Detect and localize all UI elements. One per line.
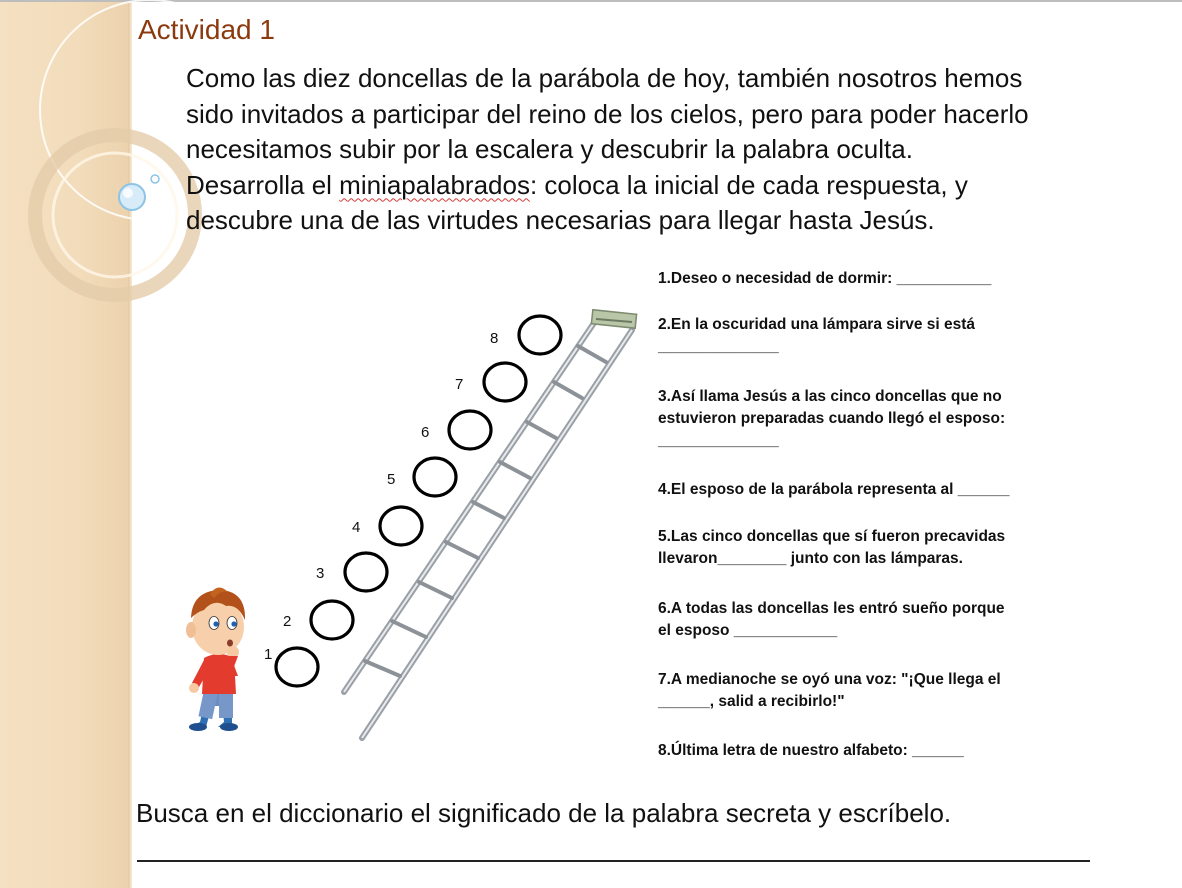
- question-4-line-1: 4.El esposo de la parábola representa al ______: [658, 481, 1010, 498]
- letter-circle-6: [449, 411, 491, 449]
- question-1: [658, 268, 991, 290]
- circle-number-6: 6: [421, 424, 430, 441]
- circle-number-2: 2: [283, 613, 292, 630]
- question-3: [658, 386, 1005, 452]
- letter-circle-8: [519, 316, 561, 354]
- spellcheck-word: miniapalabrados: [339, 169, 530, 200]
- question-7: [658, 669, 1001, 713]
- intro-line-4a: Desarrolla el: [186, 169, 340, 200]
- question-8: [658, 740, 964, 762]
- intro-line-3: necesitamos subir por la escalera y descubrir la palabra oculta.: [186, 134, 913, 164]
- question-6-line-1: 6.A todas las doncellas les entró sueño porque: [658, 600, 1005, 617]
- question-2-line-1: 2.En la oscuridad una lámpara sirve si está: [658, 316, 976, 333]
- question-1-line-1: 1.Deseo o necesidad de dormir: ___________: [658, 270, 992, 287]
- question-2: [658, 314, 975, 358]
- question-4: [658, 479, 1010, 501]
- letter-circle-5: [414, 458, 456, 496]
- circle-number-7: 7: [455, 376, 464, 393]
- circle-number-1: 1: [264, 646, 273, 663]
- circle-number-5: 5: [387, 471, 396, 488]
- question-3-line-1: 3.Así llama Jesús a las cinco doncellas que no: [658, 388, 1002, 405]
- intro-line-2: sido invitados a participar del reino de los cielos, pero para poder hacerlo: [186, 98, 1029, 129]
- answer-line[interactable]: [137, 860, 1090, 862]
- intro-line-5: descubre una de las virtudes necesarias para llegar hasta Jesús.: [186, 205, 935, 235]
- letter-circle-4: [380, 507, 422, 545]
- question-7-line-1: 7.A medianoche se oyó una voz: "¡Que llega el: [658, 671, 1001, 688]
- question-3-line-3: ______________: [658, 432, 779, 449]
- activity-title: Actividad 1: [138, 14, 275, 45]
- question-5-line-2: llevaron________ junto con las lámparas.: [658, 550, 963, 567]
- question-6-line-2: el esposo ____________: [658, 622, 838, 639]
- question-5-line-1: 5.Las cinco doncellas que sí fueron precavidas: [658, 528, 1006, 545]
- circle-number-3: 3: [316, 565, 325, 582]
- footer-instruction: Busca en el diccionario el significado de la palabra secreta y escríbelo.: [136, 798, 952, 828]
- boy-illustration: [186, 587, 245, 731]
- question-8-line-1: 8.Última letra de nuestro alfabeto: ______: [658, 742, 964, 759]
- question-5: [658, 526, 1005, 570]
- letter-circle-7: [484, 363, 526, 401]
- letter-circle-2: [311, 601, 353, 639]
- letter-circle-1: [276, 648, 318, 686]
- question-2-line-2: ______________: [658, 338, 779, 355]
- intro-line-4b: : coloca la inicial de cada respuesta, y: [529, 169, 968, 200]
- question-6: [658, 598, 1005, 642]
- question-7-line-2: ______, salid a recibirlo!": [658, 693, 845, 710]
- circle-numbers: [264, 330, 498, 663]
- letter-circle-3: [345, 553, 387, 591]
- circle-number-4: 4: [352, 519, 361, 536]
- question-3-line-2: estuvieron preparadas cuando llegó el esposo:: [658, 410, 1006, 427]
- intro-line-1: Como las diez doncellas de la parábola de hoy, también nosotros hemos: [186, 63, 1023, 93]
- circle-number-8: 8: [490, 330, 499, 347]
